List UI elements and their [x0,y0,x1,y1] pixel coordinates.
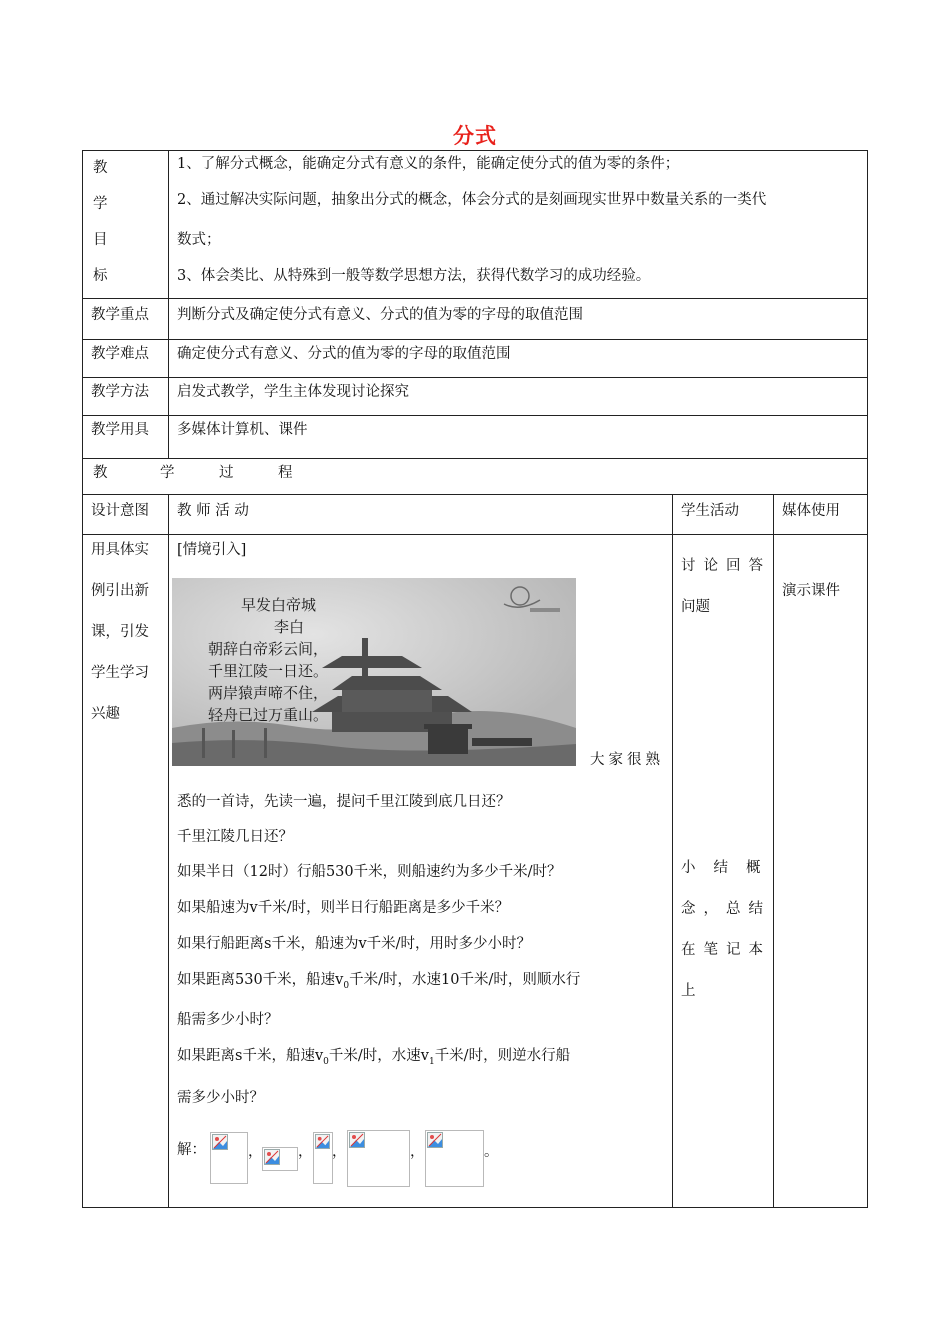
header-student-activity: 学生活动 [681,503,739,519]
period: 。 [484,1144,499,1160]
goals-label-char: 标 [93,268,108,284]
poem-line: 朝辞白帝彩云间， [208,640,329,658]
broken-image-icon [210,1132,248,1184]
image-placeholder-icon [264,1149,280,1165]
teacher-question: 需多少小时？ [177,1090,264,1106]
student-activity-line: 念，总结 [681,901,771,917]
poem-title: 早发白帝城 [241,596,317,614]
student-activity-line: 讨论回答 [681,558,771,574]
header-teacher-activity: 教 师 活 动 [177,503,249,519]
solution-label: 解： [177,1142,206,1158]
broken-image-icon [262,1147,298,1171]
student-activity-line: 小结概 [681,860,779,876]
question-text: 千米/时，则逆水行船 [434,1048,571,1064]
student-activity-line: 上 [681,983,696,999]
goals-label-char: 学 [93,196,108,212]
teacher-question: 如果半日（12时）行船530千米，则船速约为多少千米/时？ [177,864,562,880]
design-intent-line: 学生学习 [91,665,149,681]
student-activity-line: 在笔记本 [681,942,771,958]
teacher-question: 如果行船距离s千米，船速为v千米/时，用时多少小时？ [177,936,532,952]
media-use-value: 演示课件 [782,583,840,599]
teacher-question: 悉的一首诗，先读一遍，提问千里江陵到底几日还？ [177,794,511,810]
column-divider [168,494,169,1208]
table-border-top [82,150,868,151]
document-title: 分式 [453,123,497,148]
question-text: 千米/时，水速v [328,1048,429,1064]
poem-line: 两岸猿声啼不住， [208,684,329,702]
teacher-question: 船需多少小时？ [177,1012,279,1028]
row-divider [82,534,868,535]
table-border-bottom [82,1207,868,1208]
subscript: 1 [428,1056,435,1067]
question-text: 如果距离s千米，船速v [177,1048,324,1064]
column-divider [168,150,169,458]
image-placeholder-icon [427,1132,443,1148]
row-divider [82,377,868,378]
difficulty-value: 确定使分式有意义、分式的值为零的字母的取值范围 [177,346,511,362]
process-char: 教 [93,465,108,481]
intro-heading: [情境引入] [177,542,247,558]
teacher-question [177,1046,570,1072]
separator: ， [298,1144,313,1160]
question-text: 如果距离530千米，船速v [177,972,344,988]
goals-label-char: 教 [93,160,108,176]
goal-line: 数式； [177,232,221,248]
table-border-left [82,150,83,1208]
process-char: 过 [219,465,234,481]
row-divider [82,494,868,495]
design-intent-line: 兴趣 [91,706,120,722]
broken-image-icon [347,1130,410,1187]
image-placeholder-icon [212,1134,228,1150]
goals-label-char: 目 [93,232,108,248]
image-placeholder-icon [349,1132,365,1148]
key-point-value: 判断分式及确定使分式有意义、分式的值为零的字母的取值范围 [177,307,583,323]
question-text: 千米/时，水速10千米/时，则顺水行 [349,972,581,988]
student-activity-line: 问题 [681,599,710,615]
poem-author: 李白 [274,618,305,636]
separator: ， [248,1144,263,1160]
row-divider [82,415,868,416]
difficulty-label: 教学难点 [91,346,149,362]
goal-line: 2、通过解决实际问题，抽象出分式的概念，体会分式的是刻画现实世界中数量关系的一类代 [177,192,767,208]
process-char: 学 [160,465,175,481]
method-value: 启发式教学，学生主体发现讨论探究 [177,384,409,400]
row-divider [82,458,868,459]
process-char: 程 [278,465,293,481]
tools-value: 多媒体计算机、课件 [177,422,308,438]
image-placeholder-icon [315,1134,330,1149]
key-point-label: 教学重点 [91,307,149,323]
column-divider [773,494,774,1208]
teacher-question: 千里江陵几日还？ [177,829,293,845]
header-design-intent: 设计意图 [91,503,149,519]
subscript: 0 [323,1056,329,1067]
column-divider [672,494,673,1208]
broken-image-icon [313,1132,333,1184]
table-border-right [867,150,868,1208]
header-media-use: 媒体使用 [782,503,840,519]
broken-image-icon [425,1130,484,1187]
row-divider [82,339,868,340]
separator: ， [410,1144,425,1160]
poem-line: 千里江陵一日还。 [208,662,329,680]
subscript: 0 [343,980,350,991]
design-intent-line: 用具体实 [91,542,149,558]
method-label: 教学方法 [91,384,149,400]
row-divider [82,298,868,299]
teacher-text: 大家很熟 [590,752,664,768]
poem-image [172,578,576,766]
goal-line: 3、体会类比、从特殊到一般等数学思想方法，获得代数学习的成功经验。 [177,268,651,284]
teacher-question [177,970,580,996]
teacher-question: 如果船速为v千米/时，则半日行船距离是多少千米？ [177,900,510,916]
poem-line: 轻舟已过万重山。 [208,706,329,724]
design-intent-line: 例引出新 [91,583,149,599]
goal-line: 1、了解分式概念，能确定分式有意义的条件，能确定使分式的值为零的条件； [177,156,680,172]
design-intent-line: 课，引发 [91,624,149,640]
tools-label: 教学用具 [91,422,149,438]
separator: ， [332,1144,347,1160]
